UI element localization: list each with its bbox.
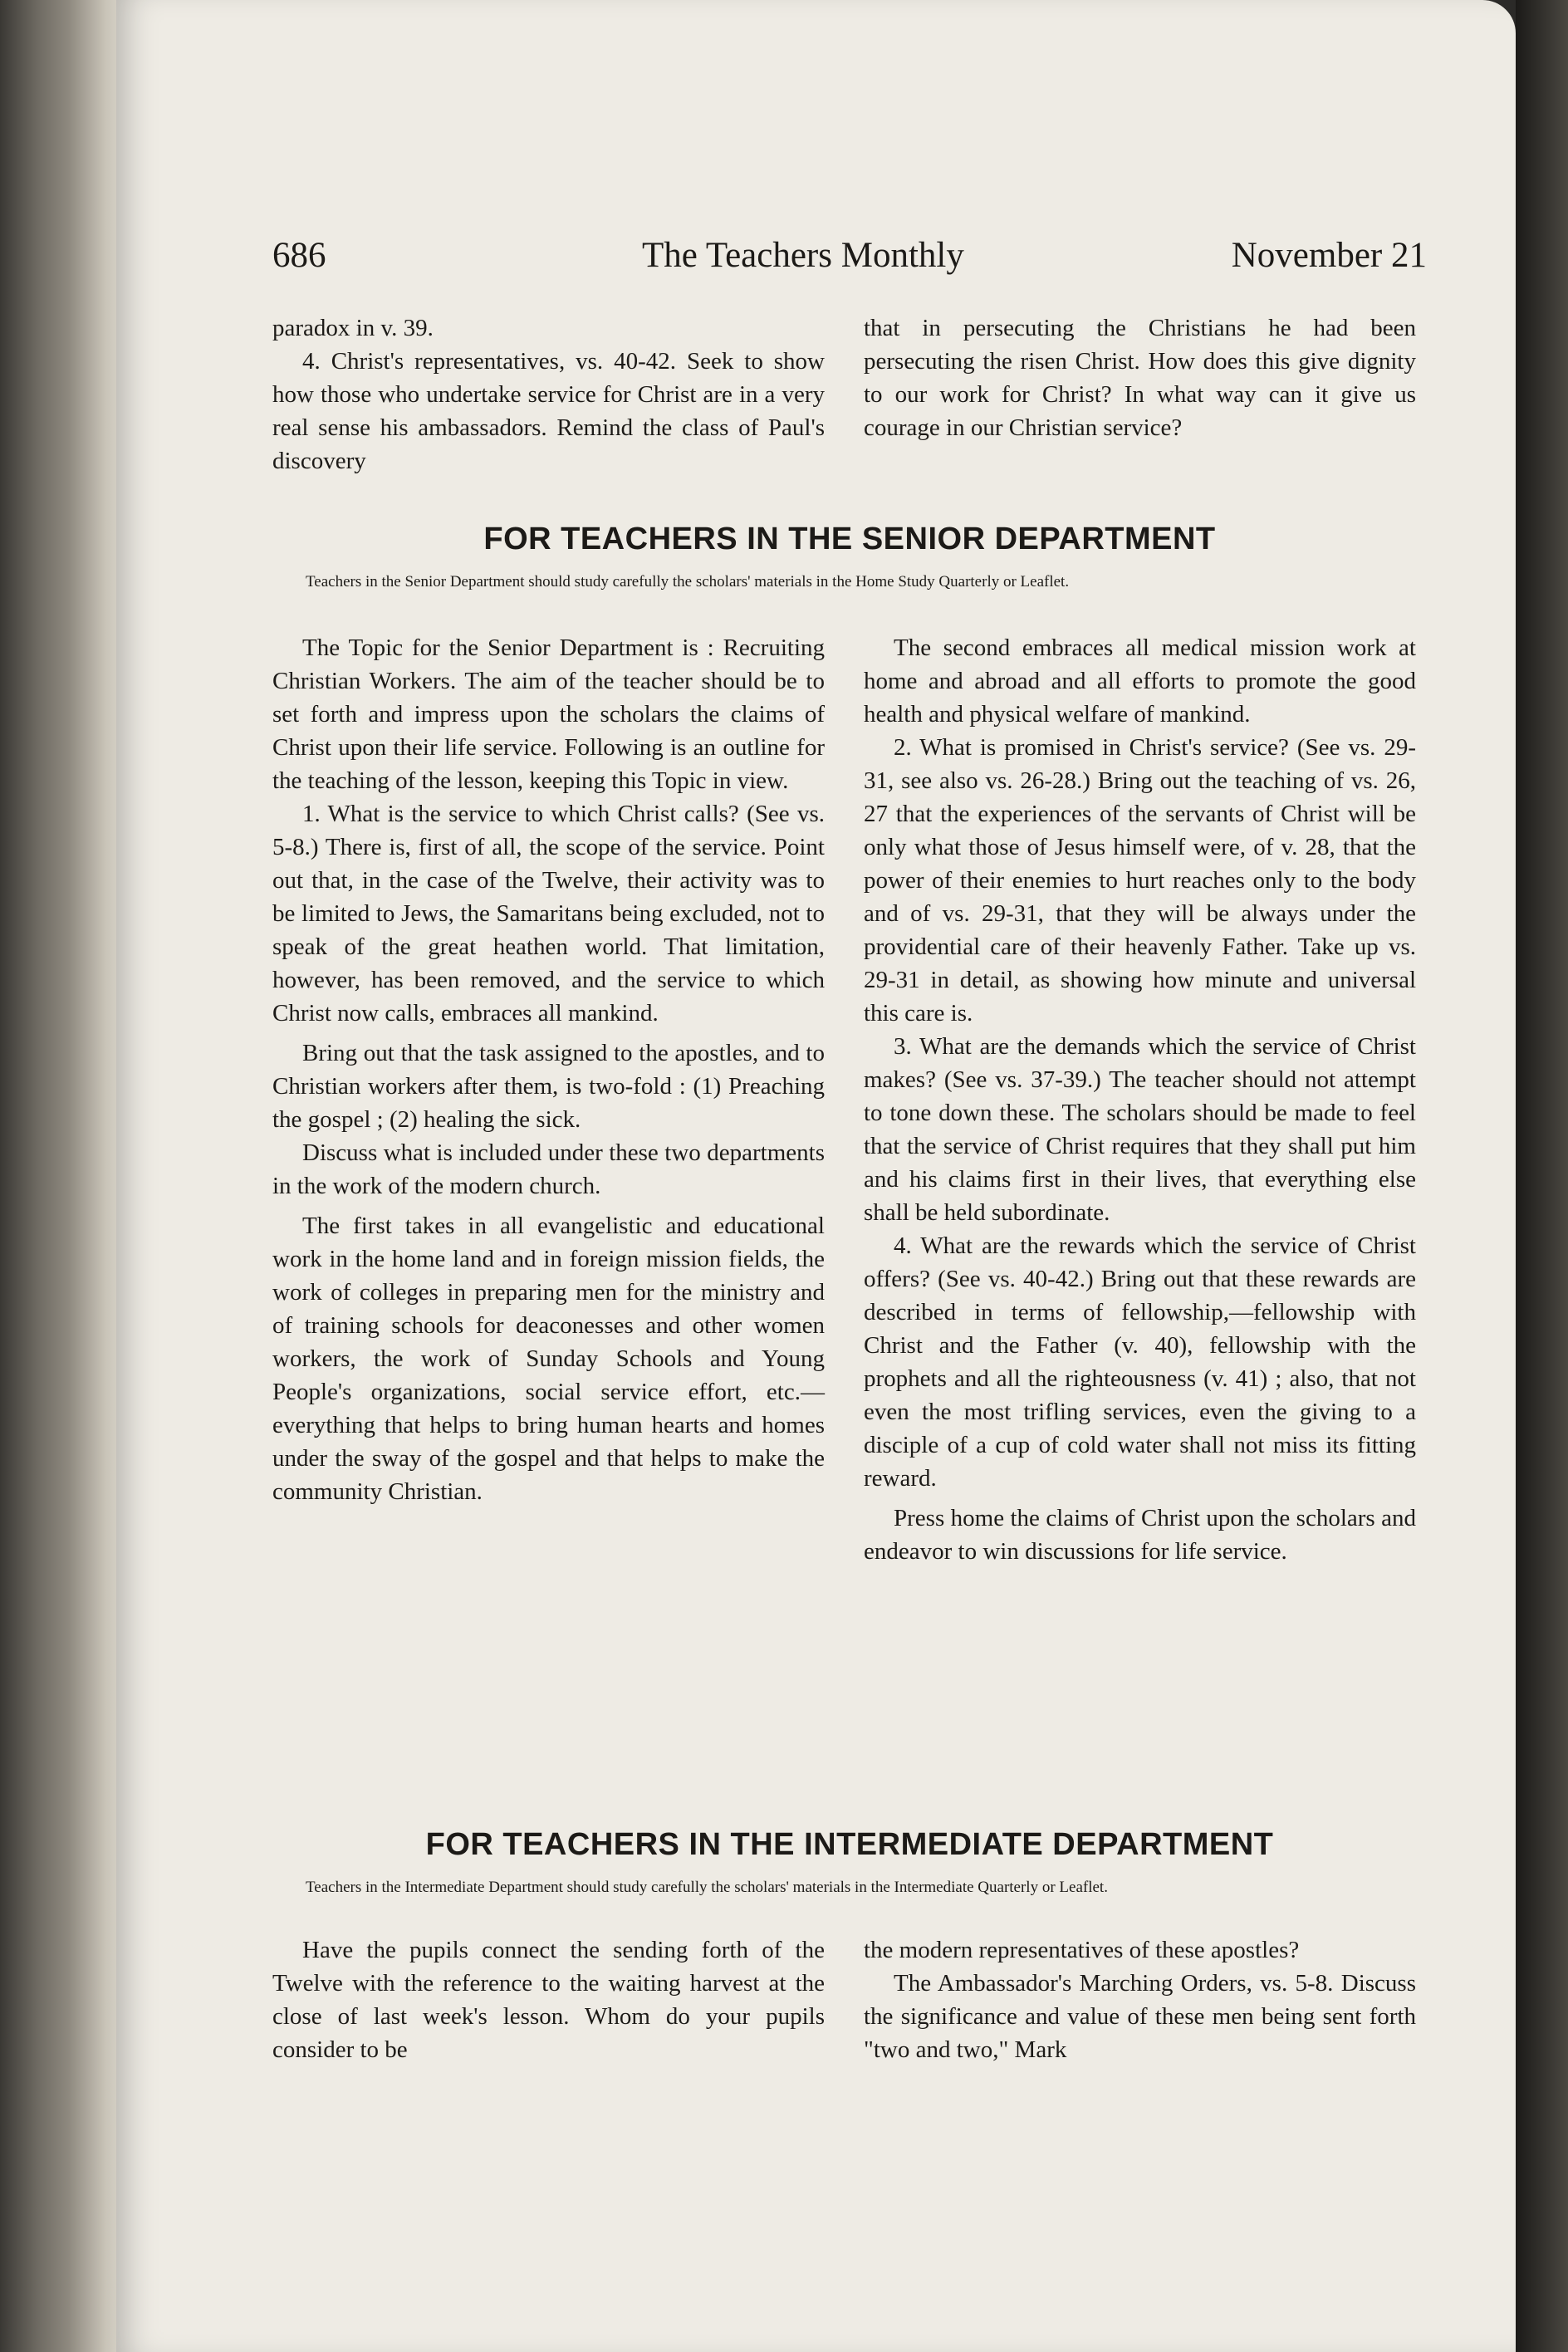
senior-note: Teachers in the Senior Department should study carefully the scholars' materials in the Home Study Quarterly or Leaflet. — [306, 573, 1070, 590]
intermediate-left-column — [272, 1933, 825, 2066]
senior-right-column — [864, 631, 1416, 1568]
paragraph: Discuss what is included under these two departments in the work of the modern church. — [272, 1139, 825, 1199]
paragraph: 2. What is promised in Christ's service? (See vs. 29-31, see also vs. 26-28.) Bring out the teaching of vs. 26, 27 that the experiences of the servants of Christ will be only what those of Jesus himself were, of v. 28, that the power of their enemies to hurt reaches only to the body and of vs. 29-31, that they will be always under the providential care of their heavenly Father. Take up vs. 29-31 in detail, as showing how minute and universal this care is. — [864, 734, 1416, 1027]
paragraph: paradox in v. 39. — [272, 315, 434, 341]
issue-date: November 21 — [1231, 236, 1427, 275]
intermediate-right-column — [864, 1933, 1416, 2066]
paragraph: The Ambassador's Marching Orders, vs. 5-8. Discuss the significance and value of these men being sent forth "two and two," Mark — [864, 1970, 1416, 2063]
paragraph: Have the pupils connect the sending forth of the Twelve with the reference to the waiting harvest at the close of last week's lesson. Whom do your pupils consider to be — [272, 1937, 825, 2063]
journal-title: The Teachers Monthly — [642, 236, 964, 275]
running-head — [272, 235, 1435, 285]
book-binding — [0, 0, 125, 2352]
paragraph: 1. What is the service to which Christ calls? (See vs. 5-8.) There is, first of all, the scope of the service. Point out that, in the case of the Twelve, their activity was to be limited to Jews, the Samaritans being excluded, not to speak of the great heathen world. That limitation, however, has been removed, and the service to which Christ now calls, embraces all mankind. — [272, 801, 825, 1027]
paragraph: the modern representatives of these apostles? — [864, 1937, 1300, 1963]
paragraph: 4. Christ's representatives, vs. 40-42. Seek to show how those who undertake service for Christ are in a very real sense his ambassadors. Remind the class of Paul's discovery — [272, 348, 825, 474]
senior-heading: FOR TEACHERS IN THE SENIOR DEPARTMENT — [483, 522, 1216, 556]
paragraph: The first takes in all evangelistic and educational work in the home land and in foreign mission fields, the work of colleges in preparing men for the ministry and of training schools for deaconesses and other women workers, the work of Sunday Schools and Young People's organizations, social service effort, etc.—everything that helps to bring human hearts and homes under the sway of the gospel and that helps to make the community Christian. — [272, 1213, 825, 1505]
top-left-column — [272, 311, 825, 478]
paragraph: that in persecuting the Christians he had been persecuting the risen Christ. How does this give dignity to our work for Christ? In what way can it give us courage in our Christian service? — [864, 315, 1416, 441]
paragraph: 3. What are the demands which the service of Christ makes? (See vs. 37-39.) The teacher should not attempt to tone down these. The scholars should be made to feel that the service of Christ requires that they shall put him and his claims first in their lives, that everything else shall be held subordinate. — [864, 1033, 1416, 1226]
intermediate-heading: FOR TEACHERS IN THE INTERMEDIATE DEPARTMENT — [425, 1827, 1274, 1862]
top-right-column — [864, 311, 1416, 444]
paragraph: Press home the claims of Christ upon the scholars and endeavor to win discussions for life service. — [864, 1505, 1416, 1565]
senior-left-column — [272, 631, 825, 1508]
page-number: 686 — [272, 236, 326, 275]
paragraph: The Topic for the Senior Department is : Recruiting Christian Workers. The aim of the teacher should be to set forth and impress upon the scholars the claims of Christ upon their life service. Following is an outline for the teaching of the lesson, keeping this Topic in view. — [272, 635, 825, 794]
paragraph: Bring out that the task assigned to the apostles, and to Christian workers after them, is two-fold : (1) Preaching the gospel ; (2) healing the sick. — [272, 1040, 825, 1133]
paragraph: The second embraces all medical mission work at home and abroad and all efforts to promote the good health and physical welfare of mankind. — [864, 635, 1416, 728]
intermediate-note: Teachers in the Intermediate Department should study carefully the scholars' materials in the Intermediate Quarterly or Leaflet. — [306, 1879, 1108, 1896]
paragraph: 4. What are the rewards which the service of Christ offers? (See vs. 40-42.) Bring out that these rewards are described in terms of fellowship,—fellowship with Christ and the Father (v. 40), fellowship with the prophets and all the righteousness (v. 41) ; also, that not even the most trifling services, even the giving to a disciple of a cup of cold water shall not miss its fitting reward. — [864, 1232, 1416, 1492]
page-edge — [1516, 0, 1568, 2352]
